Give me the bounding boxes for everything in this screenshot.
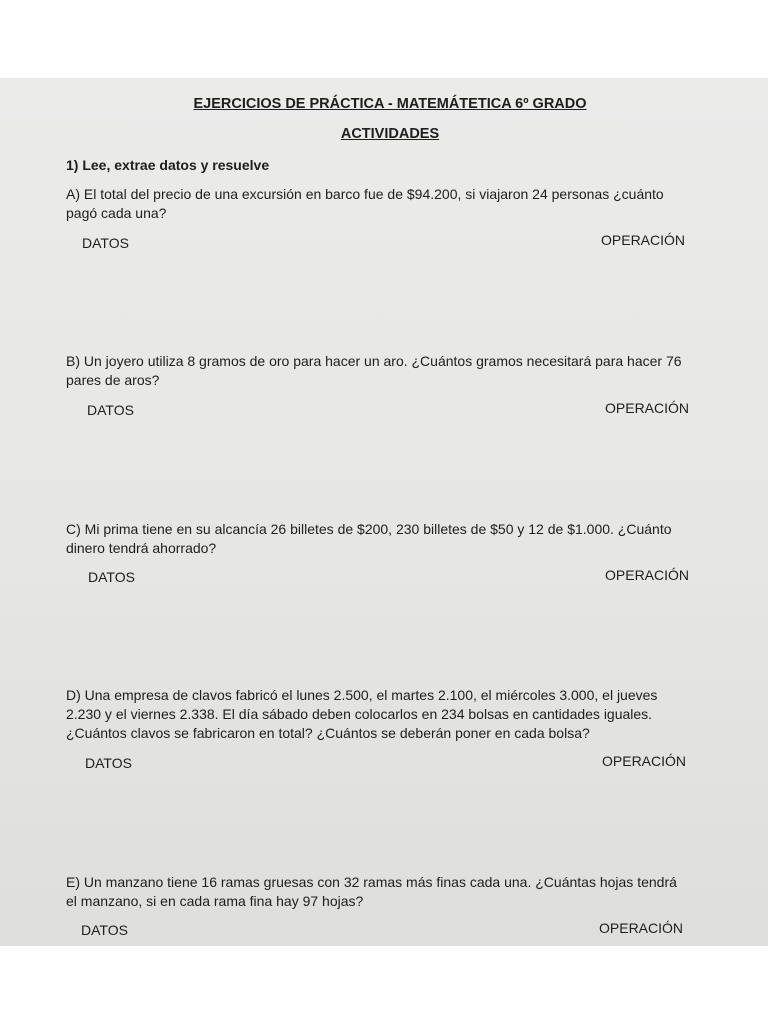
- problem-c: [66, 520, 672, 558]
- problem-a-line-2: pagó cada una?: [66, 205, 167, 221]
- problem-d-line-3: ¿Cuántos clavos se fabricaron en total? ¿Cuántos se deberán poner en cada bolsa?: [66, 725, 590, 741]
- problem-d-line-1: D) Una empresa de clavos fabricó el lunes 2.500, el martes 2.100, el miércoles 3.000, el jueves: [66, 687, 658, 703]
- problem-d-line-2: 2.230 y el viernes 2.338. El día sábado deben colocarlos en 234 bolsas en cantidades iguales.: [66, 706, 653, 722]
- problem-e-operacion-label: OPERACIÓN: [599, 920, 684, 936]
- problem-c-line-1: C) Mi prima tiene en su alcancía 26 billetes de $200, 230 billetes de $50 y 12 de $1.000. ¿Cuánto: [66, 521, 672, 537]
- problem-d: [66, 686, 657, 743]
- problem-b-operacion-label: OPERACIÓN: [605, 400, 690, 416]
- problem-b: [66, 352, 682, 390]
- problem-c-datos-label: DATOS: [88, 569, 135, 585]
- problem-e: [66, 873, 677, 911]
- problem-b-datos-label: DATOS: [87, 402, 134, 418]
- problem-c-operacion-label: OPERACIÓN: [605, 567, 690, 583]
- problem-d-operacion-label: OPERACIÓN: [602, 753, 687, 769]
- problem-b-line-1: B) Un joyero utiliza 8 gramos de oro para hacer un aro. ¿Cuántos gramos necesitará para hacer 76: [66, 353, 682, 369]
- problem-e-datos-label: DATOS: [81, 922, 128, 938]
- problem-a-line-1: A) El total del precio de una excursión en barco fue de $94.200, si viajaron 24 personas ¿cuánto: [66, 186, 664, 202]
- problem-c-line-2: dinero tendrá ahorrado?: [66, 540, 217, 556]
- worksheet-title: EJERCICIOS DE PRÁCTICA - MATEMÁTETICA 6º GRADO: [193, 96, 587, 112]
- problem-a-datos-label: DATOS: [82, 235, 129, 251]
- section-heading: 1) Lee, extrae datos y resuelve: [66, 157, 270, 173]
- activities-heading: ACTIVIDADES: [340, 126, 440, 142]
- problem-a-operacion-label: OPERACIÓN: [601, 232, 686, 248]
- problem-b-line-2: pares de aros?: [66, 372, 160, 388]
- problem-d-datos-label: DATOS: [85, 755, 132, 771]
- problem-e-line-2: el manzano, si en cada rama fina hay 97 hojas?: [66, 893, 364, 909]
- problem-e-line-1: E) Un manzano tiene 16 ramas gruesas con 32 ramas más finas cada una. ¿Cuántas hojas tendrá: [66, 874, 677, 890]
- problem-a: [66, 185, 664, 223]
